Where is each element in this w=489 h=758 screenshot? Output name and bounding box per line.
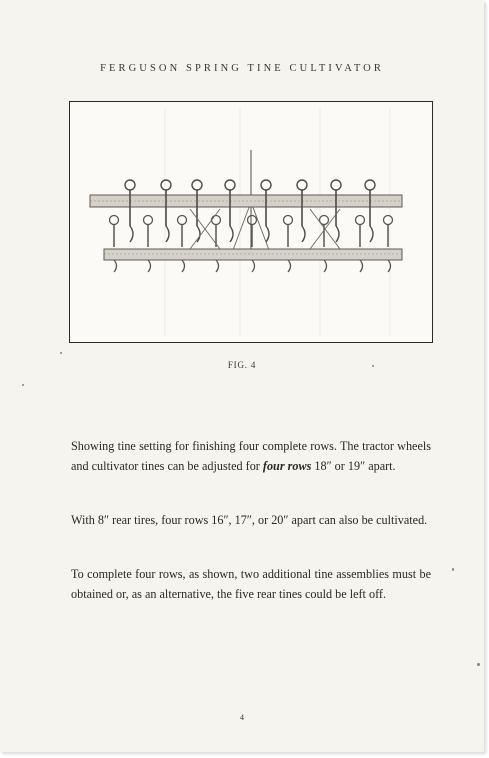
rear-toolbar	[104, 249, 402, 260]
p1-text: Showing tine setting for finishing four complete rows. The tractor wheels and cultivator tines can be adjusted for	[71, 439, 431, 473]
tine	[331, 180, 341, 242]
tine	[356, 216, 365, 273]
front-toolbar	[90, 195, 402, 207]
paper-speck	[22, 384, 24, 386]
figure-caption: FIG. 4	[227, 360, 257, 370]
tine	[248, 216, 257, 273]
paper-speck	[452, 568, 454, 571]
tine	[110, 216, 119, 273]
page-number: 4	[240, 713, 244, 722]
tine	[384, 216, 393, 273]
cultivator-drawing	[70, 102, 432, 342]
paper-speck	[60, 352, 62, 354]
tine	[178, 216, 187, 273]
tine	[297, 180, 307, 242]
tine	[125, 180, 135, 242]
paragraph-tine-setting	[71, 437, 431, 476]
running-head: FERGUSON SPRING TINE CULTIVATOR	[100, 63, 384, 74]
tine	[192, 180, 202, 242]
tine	[284, 216, 293, 273]
p1-text-end: 18″ or 19″ apart.	[311, 458, 396, 473]
tine	[161, 180, 171, 242]
paragraph-rear-tires: With 8″ rear tires, four rows 16″, 17″, or 20″ apart can also be cultivated.	[71, 513, 428, 527]
tine	[365, 180, 375, 242]
paper-speck	[477, 663, 480, 666]
paragraph-assemblies: To complete four rows, as shown, two additional tine assemblies must be obtained or, as an alternative, the five rear tines could be left off.	[71, 567, 431, 601]
p1-emphasis: four rows	[262, 458, 312, 473]
paper-speck	[372, 365, 374, 367]
tine	[144, 216, 153, 273]
figure-illustration	[69, 101, 433, 343]
tine	[225, 180, 235, 242]
